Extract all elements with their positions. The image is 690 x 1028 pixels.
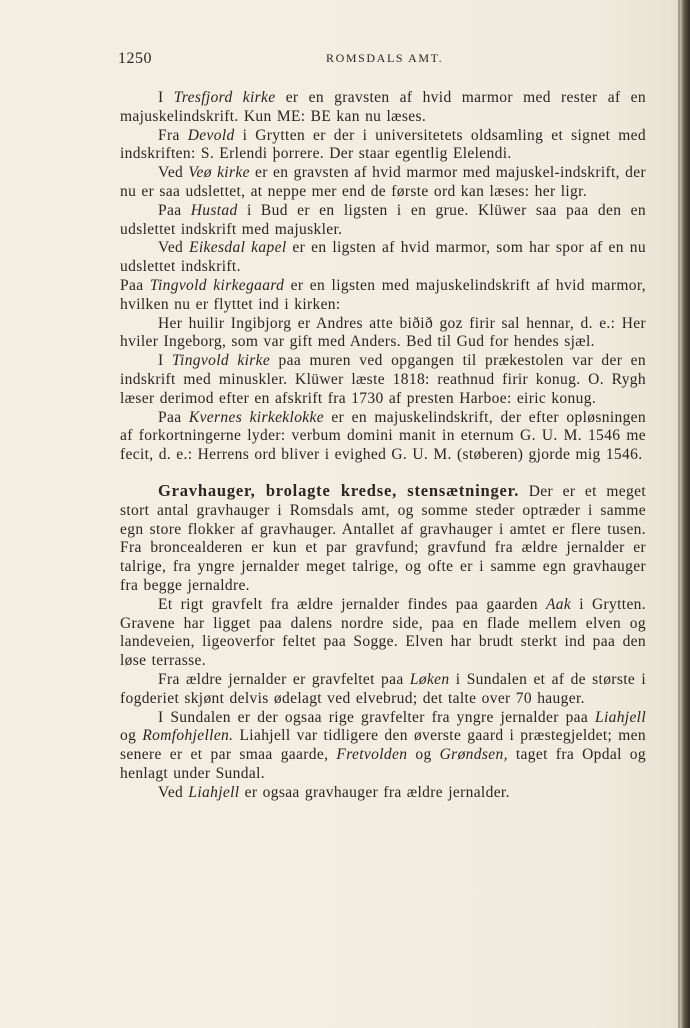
place-name: Hustad xyxy=(190,201,238,219)
place-name: Romfohjellen. xyxy=(142,727,234,745)
place-name: Grøndsen, xyxy=(439,746,508,764)
place-name: Liahjell xyxy=(594,708,646,726)
body-text xyxy=(120,89,646,802)
place-name: Devold xyxy=(187,126,235,144)
paragraph: I Tresfjord kirke er en gravsten af hvid marmor med rester af en majuskelindskrift. Kun ME: BE kan nu læses. xyxy=(120,89,646,125)
place-name: Løken xyxy=(409,670,450,688)
paragraph: Et rigt gravfelt fra ældre jernalder findes paa gaarden Aak i Grytten. Gravene har ligget paa dalens nordre side, paa en flade mellem elven og landeveien, ligeoverfor feltet paa Sogge. Elven har brudt sterkt ind paa den løse terrasse. xyxy=(120,595,646,670)
place-name: Liahjell xyxy=(188,783,240,801)
paragraph: Fra Devold i Grytten er der i universitetets oldsamling et signet med indskriften: S. Erlendi þorrere. Der staar egentlig Elelendi. xyxy=(120,126,646,163)
book-spine-edge xyxy=(680,0,690,1028)
section-heading: Gravhauger, brolagte kredse, stensætninger. xyxy=(158,480,520,500)
paragraph: Paa Kvernes kirkeklokke er en majuskelindskrift, der efter opløsningen af forkortningerne lyder: verbum domini manit in eternum G. U. M. 1546 me fecit, d. e.: Herrens ord bliver i evighed G. U. M. (støberen) gjorde mig 1546. xyxy=(120,408,647,464)
paragraph: Ved Eikesdal kapel er en ligsten af hvid marmor, som har spor af en nu udslettet indskrift. xyxy=(120,239,646,276)
paragraph: I Tingvold kirke paa muren ved opgangen til prækestolen var der en indskrift med minuskler. Klüwer læste 1818: reathnud firir konug. O. Rygh læser derimod efter en afskrift fra 1730 af presten Harboe: eiric konug. xyxy=(120,352,646,407)
paragraph: Fra ældre jernalder er gravfeltet paa Løken i Sundalen et af de største i fogderiet skjønt delvis ødelagt ved elvebrud; det talte over 70 hauger. xyxy=(120,670,647,707)
place-name: Aak xyxy=(545,595,572,613)
paragraph: Paa Tingvold kirkegaard er en ligsten med majuskelindskrift af hvid marmor, hvilken nu er flyttet ind i kirken: xyxy=(120,276,647,313)
paragraph: Ved Liahjell er ogsaa gravhauger fra ældre jernalder. xyxy=(158,783,510,801)
paragraph: Paa Hustad i Bud er en ligsten i en grue. Klüwer saa paa den en udslettet indskrift med majuskler. xyxy=(120,201,647,238)
place-name: Kvernes kirkeklokke xyxy=(188,408,324,426)
place-name: Tresfjord kirke xyxy=(173,89,276,106)
section-paragraph: Gravhauger, brolagte kredse, stensætninger. Der er et meget stort antal gravhauger i Romsdals amt, og somme steder optræder i samme egn store flokker af gravhauger. Antallet af gravhauger i amtet er flere tusen. Fra broncealderen er kun et par gravfund; gravfund fra ældre jernalder er talrige, fra yngre jernalder meget talrige, og ofte er i samme egn gravhauger fra begge jernaldre. xyxy=(120,480,646,594)
place-name: Fretvolden xyxy=(336,746,408,764)
page-number: 1250 xyxy=(118,50,152,67)
place-name: Tingvold kirkegaard xyxy=(149,276,285,294)
place-name: Veø kirke xyxy=(188,164,250,182)
place-name: Eikesdal kapel xyxy=(189,239,287,257)
running-title: ROMSDALS AMT. xyxy=(326,51,444,65)
paragraph: Ved Veø kirke er en gravsten af hvid marmor med majuskel-indskrift, der nu er saa udslettet, at neppe mer end de første ord kan læses: her ligr. xyxy=(120,164,646,200)
paragraph: I Sundalen er der ogsaa rige gravfelter fra yngre jernalder paa Liahjell og Romfohjellen. Liahjell var tidligere den øverste gaard i præstegjeldet; men senere er et par smaa gaarde, Fretvolden og Grøndsen, taget fra Opdal og henlagt under Sundal. xyxy=(120,708,647,782)
inscription-paragraph: Her huilir Ingibjorg er Andres atte biðið goz firir sal hennar, d. e.: Her hviler Ingeborg, som var gift med Anders. Bed til Gud for hendes sjæl. xyxy=(120,314,646,351)
place-name: Tingvold kirke xyxy=(171,352,271,370)
page-header xyxy=(118,50,646,70)
